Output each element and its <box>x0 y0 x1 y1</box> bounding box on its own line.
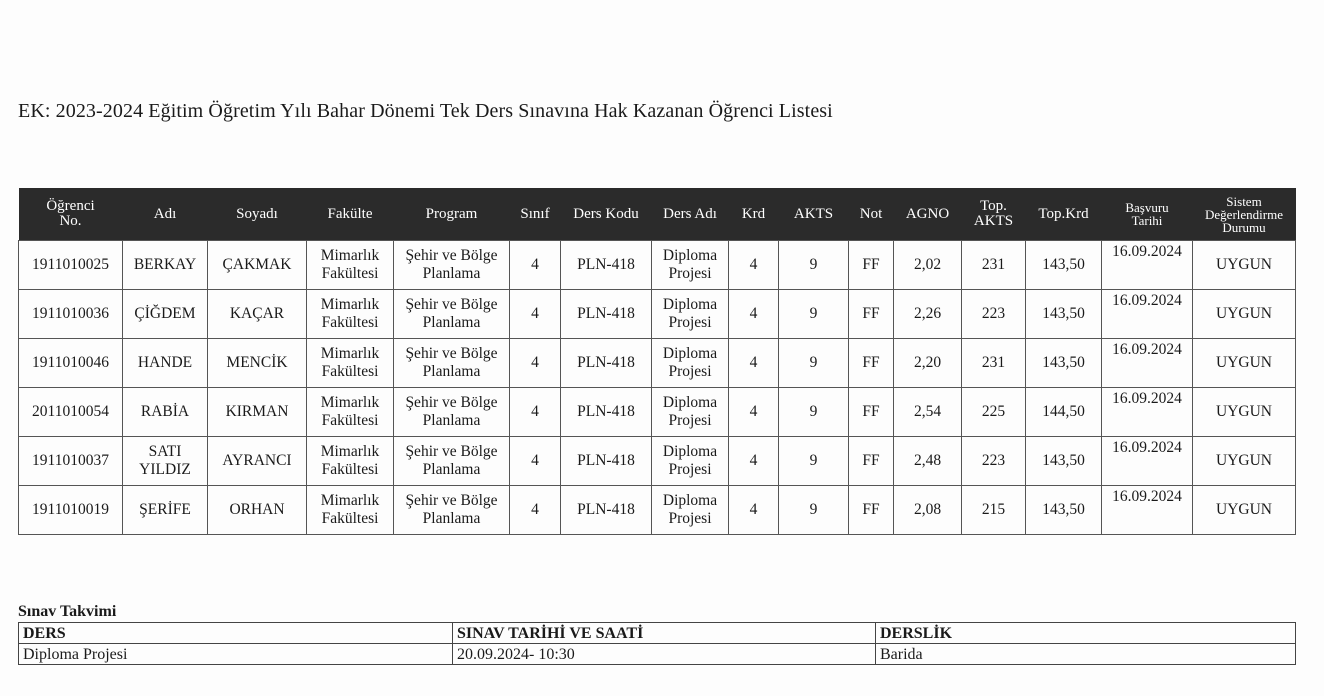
cell-credit: 4 <box>729 241 779 290</box>
cell-program: Şehir ve Bölge Planlama <box>394 290 510 339</box>
cell-program: Şehir ve Bölge Planlama <box>394 486 510 535</box>
cell-first-name: BERKAY <box>123 241 208 290</box>
cell-total-credit: 143,50 <box>1026 437 1102 486</box>
cell-total-ects: 225 <box>962 388 1026 437</box>
cell-course-name: Diploma Projesi <box>652 388 729 437</box>
cell-program: Şehir ve Bölge Planlama <box>394 241 510 290</box>
cell-ects: 9 <box>779 290 849 339</box>
cell-ects: 9 <box>779 388 849 437</box>
cell-ects: 9 <box>779 437 849 486</box>
cell-application-date: 16.09.2024 <box>1102 339 1193 388</box>
cell-student-no: 1911010019 <box>19 486 123 535</box>
cell-course-code: PLN-418 <box>561 241 652 290</box>
cell-faculty: Mimarlık Fakültesi <box>307 339 394 388</box>
cell-faculty: Mimarlık Fakültesi <box>307 388 394 437</box>
cell-gpa: 2,54 <box>894 388 962 437</box>
cell-course-name: Diploma Projesi <box>652 290 729 339</box>
cell-credit: 4 <box>729 388 779 437</box>
cell-class: 4 <box>510 241 561 290</box>
cell-first-name: SATI YILDIZ <box>123 437 208 486</box>
schedule-datetime: 20.09.2024- 10:30 <box>453 644 876 665</box>
exam-schedule-row <box>19 644 1296 665</box>
cell-last-name: ORHAN <box>208 486 307 535</box>
col-header-program: Program <box>394 188 510 241</box>
cell-status: UYGUN <box>1193 388 1296 437</box>
cell-gpa: 2,08 <box>894 486 962 535</box>
schedule-header-course: DERS <box>19 623 453 644</box>
col-header-system-status: Sistem Değerlendirme Durumu <box>1193 188 1296 241</box>
cell-last-name: ÇAKMAK <box>208 241 307 290</box>
cell-course-code: PLN-418 <box>561 437 652 486</box>
cell-total-credit: 143,50 <box>1026 241 1102 290</box>
col-header-application-date: Başvuru Tarihi <box>1102 188 1193 241</box>
cell-application-date: 16.09.2024 <box>1102 486 1193 535</box>
cell-grade: FF <box>849 388 894 437</box>
document-title: EK: 2023-2024 Eğitim Öğretim Yılı Bahar Dönemi Tek Ders Sınavına Hak Kazanan Öğrenci Listesi <box>18 100 833 122</box>
cell-last-name: KIRMAN <box>208 388 307 437</box>
cell-program: Şehir ve Bölge Planlama <box>394 388 510 437</box>
cell-faculty: Mimarlık Fakültesi <box>307 486 394 535</box>
schedule-course: Diploma Projesi <box>19 644 453 665</box>
col-header-course-name: Ders Adı <box>652 188 729 241</box>
cell-status: UYGUN <box>1193 486 1296 535</box>
cell-student-no: 1911010046 <box>19 339 123 388</box>
cell-gpa: 2,48 <box>894 437 962 486</box>
cell-total-credit: 143,50 <box>1026 290 1102 339</box>
col-header-credit: Krd <box>729 188 779 241</box>
cell-total-ects: 231 <box>962 339 1026 388</box>
cell-total-credit: 143,50 <box>1026 486 1102 535</box>
cell-gpa: 2,02 <box>894 241 962 290</box>
cell-last-name: AYRANCI <box>208 437 307 486</box>
student-table-body <box>19 241 1296 535</box>
cell-course-code: PLN-418 <box>561 486 652 535</box>
col-header-last-name: Soyadı <box>208 188 307 241</box>
cell-course-code: PLN-418 <box>561 388 652 437</box>
cell-ects: 9 <box>779 486 849 535</box>
student-table <box>18 188 1296 535</box>
student-table-header <box>19 188 1296 241</box>
cell-course-code: PLN-418 <box>561 290 652 339</box>
cell-course-name: Diploma Projesi <box>652 241 729 290</box>
table-row <box>19 290 1296 339</box>
col-header-total-credit: Top.Krd <box>1026 188 1102 241</box>
cell-faculty: Mimarlık Fakültesi <box>307 290 394 339</box>
cell-status: UYGUN <box>1193 241 1296 290</box>
cell-faculty: Mimarlık Fakültesi <box>307 437 394 486</box>
col-header-ects: AKTS <box>779 188 849 241</box>
col-header-total-ects: Top. AKTS <box>962 188 1026 241</box>
cell-faculty: Mimarlık Fakültesi <box>307 241 394 290</box>
cell-student-no: 1911010025 <box>19 241 123 290</box>
cell-class: 4 <box>510 486 561 535</box>
cell-total-credit: 143,50 <box>1026 339 1102 388</box>
cell-class: 4 <box>510 437 561 486</box>
exam-schedule-title: Sınav Takvimi <box>18 603 117 620</box>
cell-grade: FF <box>849 486 894 535</box>
exam-schedule-header-row <box>19 623 1296 644</box>
cell-status: UYGUN <box>1193 339 1296 388</box>
table-row <box>19 339 1296 388</box>
cell-application-date: 16.09.2024 <box>1102 241 1193 290</box>
cell-class: 4 <box>510 290 561 339</box>
col-header-first-name: Adı <box>123 188 208 241</box>
schedule-header-room: DERSLİK <box>876 623 1296 644</box>
cell-course-name: Diploma Projesi <box>652 486 729 535</box>
cell-application-date: 16.09.2024 <box>1102 437 1193 486</box>
cell-course-name: Diploma Projesi <box>652 339 729 388</box>
cell-grade: FF <box>849 339 894 388</box>
cell-last-name: MENCİK <box>208 339 307 388</box>
cell-grade: FF <box>849 290 894 339</box>
cell-application-date: 16.09.2024 <box>1102 388 1193 437</box>
cell-first-name: ŞERİFE <box>123 486 208 535</box>
col-header-student-no: Öğrenci No. <box>19 188 123 241</box>
cell-status: UYGUN <box>1193 290 1296 339</box>
schedule-room: Barida <box>876 644 1296 665</box>
cell-program: Şehir ve Bölge Planlama <box>394 339 510 388</box>
cell-course-code: PLN-418 <box>561 339 652 388</box>
cell-class: 4 <box>510 388 561 437</box>
cell-credit: 4 <box>729 290 779 339</box>
cell-total-ects: 215 <box>962 486 1026 535</box>
col-header-course-code: Ders Kodu <box>561 188 652 241</box>
col-header-class: Sınıf <box>510 188 561 241</box>
cell-program: Şehir ve Bölge Planlama <box>394 437 510 486</box>
cell-last-name: KAÇAR <box>208 290 307 339</box>
table-row <box>19 241 1296 290</box>
cell-grade: FF <box>849 241 894 290</box>
cell-course-name: Diploma Projesi <box>652 437 729 486</box>
cell-class: 4 <box>510 339 561 388</box>
cell-credit: 4 <box>729 437 779 486</box>
cell-student-no: 2011010054 <box>19 388 123 437</box>
col-header-grade: Not <box>849 188 894 241</box>
cell-student-no: 1911010036 <box>19 290 123 339</box>
col-header-faculty: Fakülte <box>307 188 394 241</box>
cell-credit: 4 <box>729 339 779 388</box>
cell-first-name: HANDE <box>123 339 208 388</box>
cell-application-date: 16.09.2024 <box>1102 290 1193 339</box>
cell-grade: FF <box>849 437 894 486</box>
cell-status: UYGUN <box>1193 437 1296 486</box>
cell-gpa: 2,20 <box>894 339 962 388</box>
cell-first-name: RABİA <box>123 388 208 437</box>
cell-credit: 4 <box>729 486 779 535</box>
cell-total-ects: 231 <box>962 241 1026 290</box>
exam-schedule-table <box>18 622 1296 665</box>
table-row <box>19 388 1296 437</box>
cell-gpa: 2,26 <box>894 290 962 339</box>
col-header-gpa: AGNO <box>894 188 962 241</box>
table-row <box>19 437 1296 486</box>
cell-total-ects: 223 <box>962 290 1026 339</box>
schedule-header-datetime: SINAV TARİHİ VE SAATİ <box>453 623 876 644</box>
table-row <box>19 486 1296 535</box>
cell-ects: 9 <box>779 339 849 388</box>
cell-total-credit: 144,50 <box>1026 388 1102 437</box>
cell-student-no: 1911010037 <box>19 437 123 486</box>
cell-ects: 9 <box>779 241 849 290</box>
cell-first-name: ÇİĞDEM <box>123 290 208 339</box>
cell-total-ects: 223 <box>962 437 1026 486</box>
